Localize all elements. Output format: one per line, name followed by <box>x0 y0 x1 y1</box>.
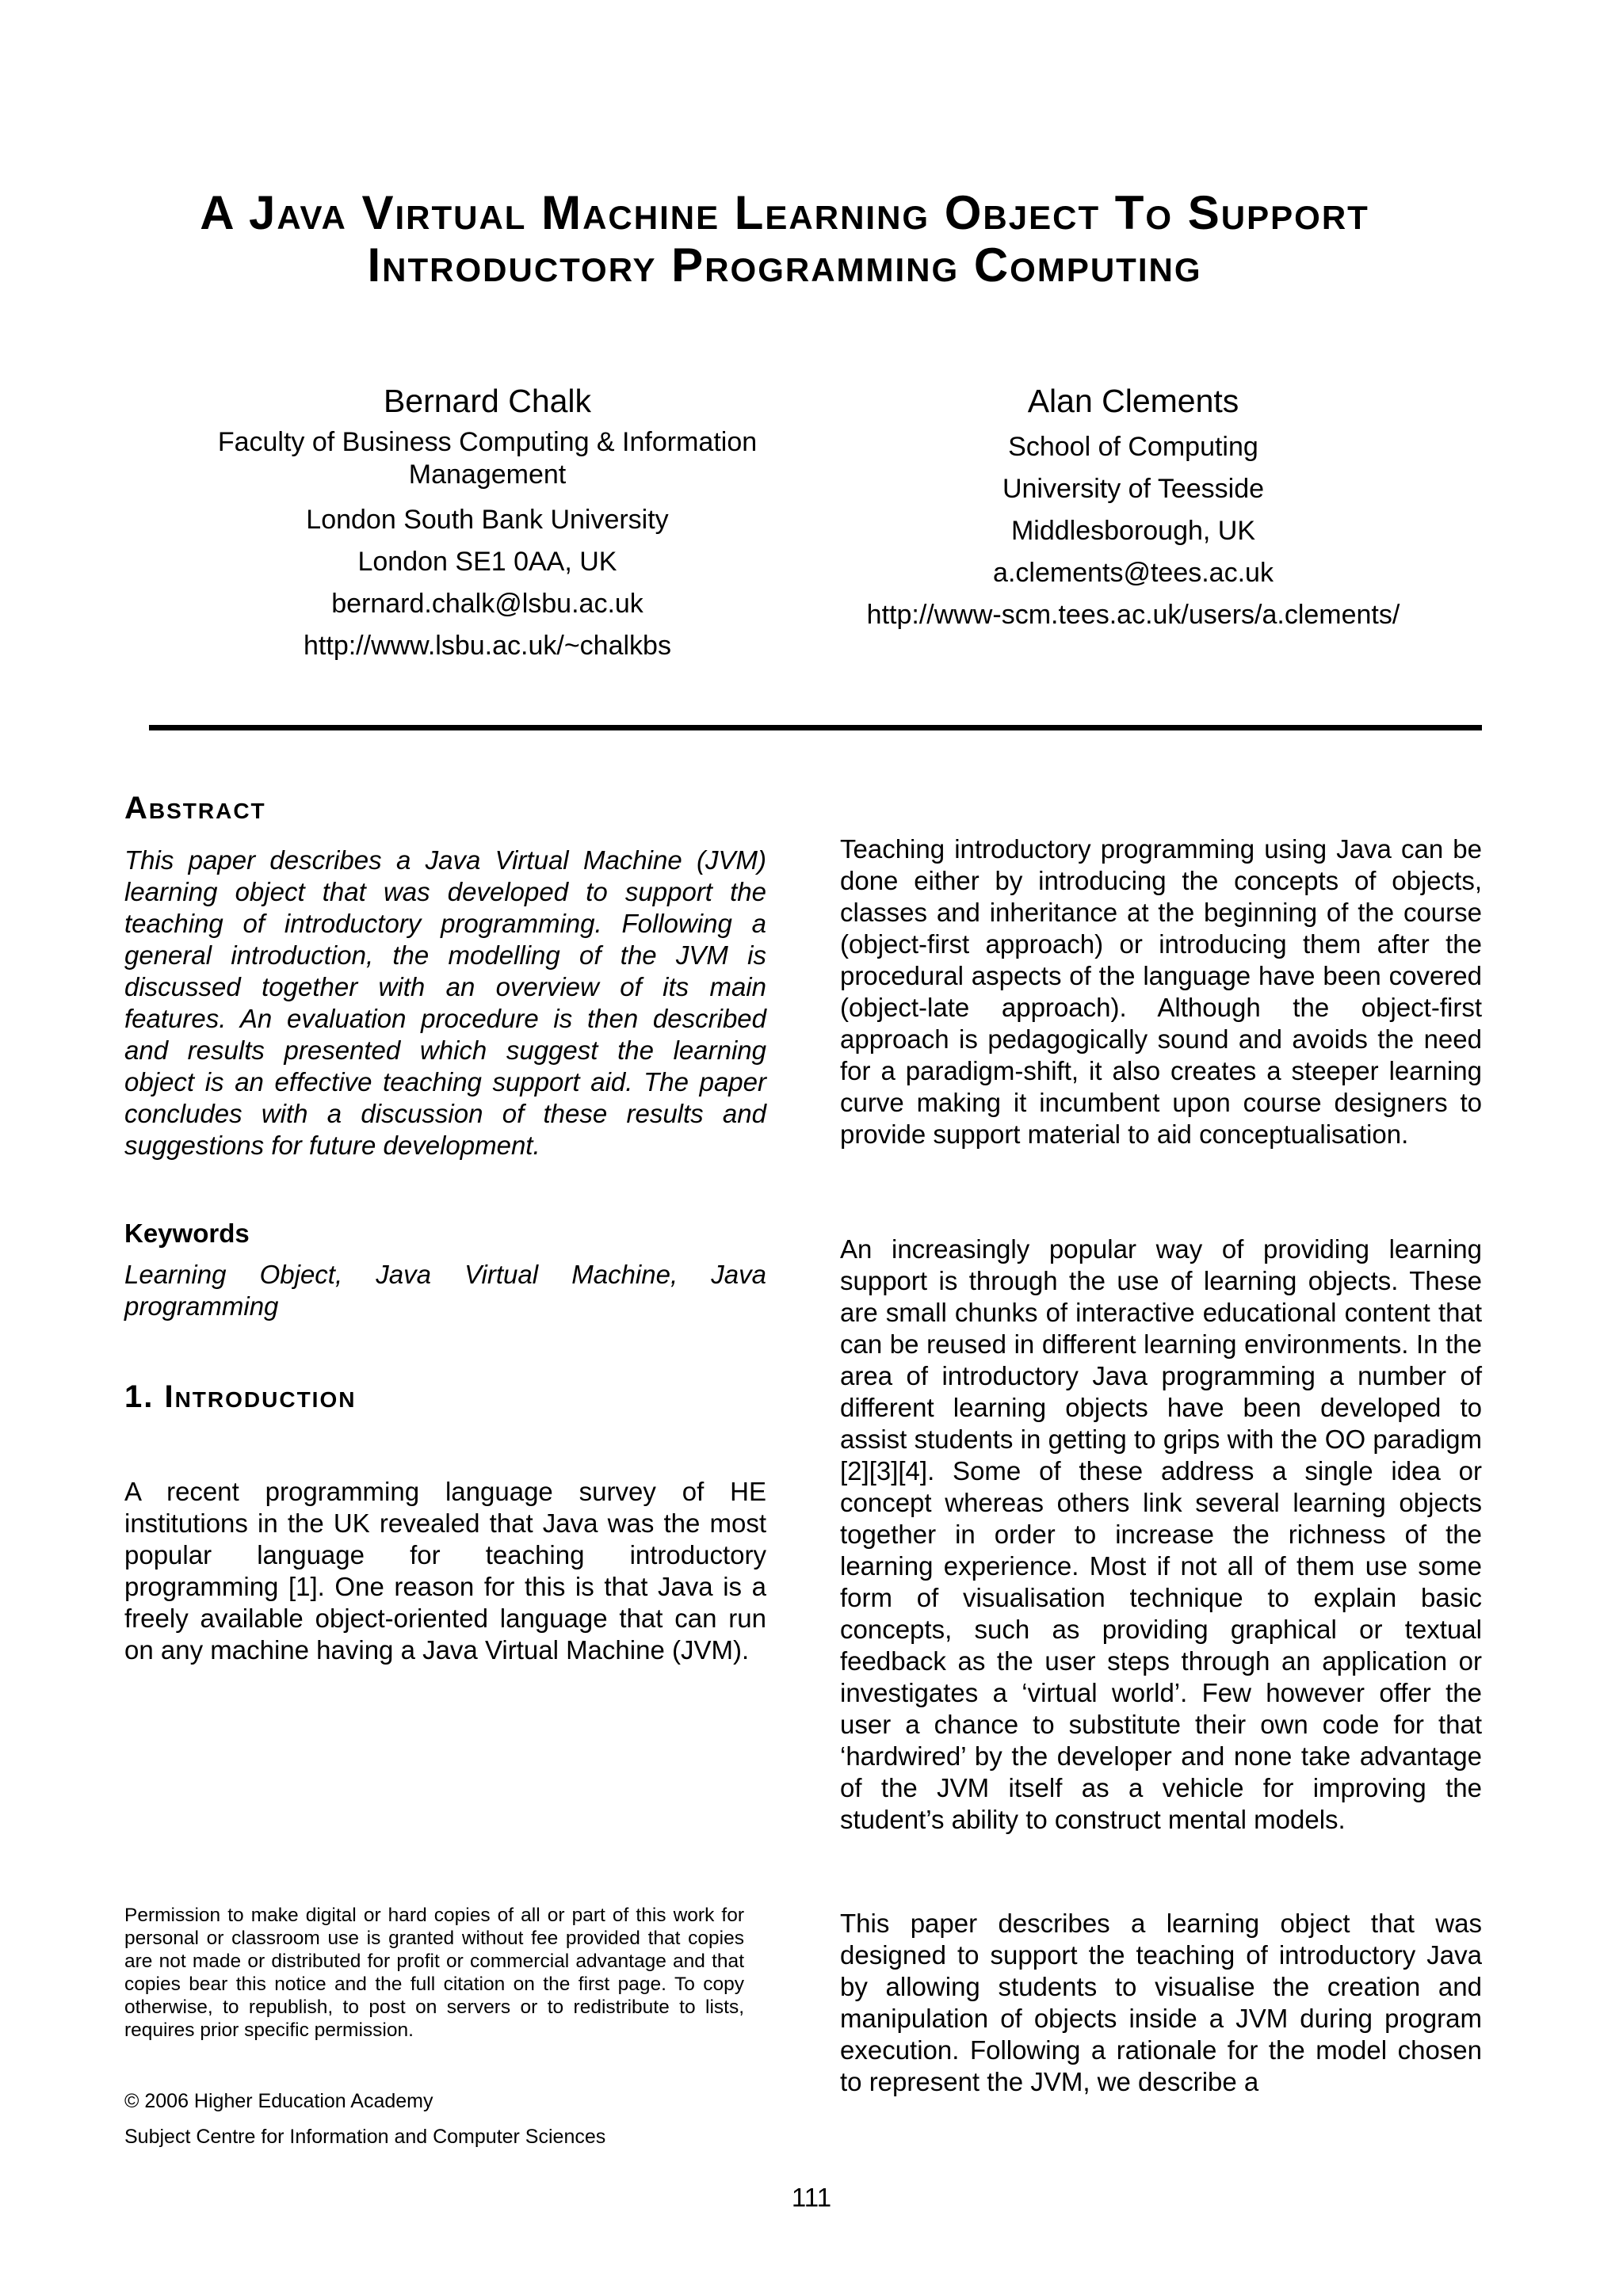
keywords-heading: Keywords <box>124 1219 250 1248</box>
author-address: London SE1 0AA, UK <box>357 547 617 577</box>
introduction-text: A recent programming language survey of HE institutions in the UK revealed that Java was the most popular language for teaching introductory programming [1]. One reason for this is that Java is a freely available object-oriented language that can run on any machine having a Java Virtual Machine (JVM). <box>124 1477 766 1665</box>
author-url: http://www.lsbu.ac.uk/~chalkbs <box>304 631 671 661</box>
title-line-1: A Java Virtual Machine Learning Object To Support <box>200 186 1369 239</box>
author-block-1 <box>198 377 777 667</box>
author-email: bernard.chalk@lsbu.ac.uk <box>331 589 643 619</box>
introduction-heading: 1. Introduction <box>124 1379 357 1414</box>
abstract-heading: Abstract <box>124 791 266 826</box>
author-url: http://www-scm.tees.ac.uk/users/a.clements/ <box>866 600 1400 630</box>
copyright-notice: © 2006 Higher Education Academy <box>124 2090 433 2112</box>
author-block-2 <box>840 377 1426 636</box>
author-name: Alan Clements <box>1027 383 1239 419</box>
body-paragraph-2: An increasingly popular way of providing learning support is through the use of learning objects. These are small chunks of interactive educational content that can be reused in different learning environments. In the area of introductory Java programming a number of different learning objects have been developed to assist students in getting to grips with the OO paradigm [2][3][4]. Some of these address a single idea or concept whereas others link several learning objects together in order to increase the richness of the learning experience. Most if not all of them use some form of visualisation technique to explain basic concepts, such as providing graphical or textual feedback as the user steps through an application or investigates a ‘virtual world’. Few however offer the user a chance to substitute their own code for that ‘hardwired’ by the developer and none take advantage of the JVM itself as a vehicle for improving the student’s ability to construct mental models. <box>840 1234 1482 1834</box>
abstract-text: This paper describes a Java Virtual Machine (JVM) learning object that was developed to support the teaching of introductory programming. Following a general introduction, the modelling of the JVM is discussed together with an overview of its main features. An evaluation procedure is then described and results presented which suggest the learning object is an effective teaching support aid. The paper concludes with a discussion of these results and suggestions for future development. <box>124 845 766 1160</box>
author-name: Bernard Chalk <box>383 383 592 419</box>
author-affiliation: School of Computing <box>1008 432 1258 462</box>
paper-title <box>119 187 1450 292</box>
keywords-text: Learning Object, Java Virtual Machine, Java programming <box>124 1260 766 1321</box>
body-paragraph-1: Teaching introductory programming using Java can be done either by introducing the concepts of objects, classes and inheritance at the beginning of the course (object-first approach) or introducing them after the procedural aspects of the language have been covered (object-late approach). Although the object-first approach is pedagogically sound and avoids the need for a paradigm-shift, it also creates a steeper learning curve making it incumbent upon course designers to provide support material to aid conceptualisation. <box>840 834 1482 1149</box>
author-institution: University of Teesside <box>1002 474 1265 504</box>
body-paragraph-3: This paper describes a learning object that was designed to support the teaching of introductory Java by allowing students to visualise the creation and manipulation of objects inside a JVM during program execution. Following a rationale for the model chosen to represent the JVM, we describe a <box>840 1909 1482 2096</box>
page-number: 111 <box>791 2183 832 2212</box>
subject-centre: Subject Centre for Information and Computer Sciences <box>124 2126 606 2148</box>
author-email: a.clements@tees.ac.uk <box>993 558 1274 588</box>
title-divider <box>149 725 1482 730</box>
title-line-2: Introductory Programming Computing <box>367 238 1202 292</box>
author-institution: London South Bank University <box>306 505 669 535</box>
permission-notice: Permission to make digital or hard copies of all or part of this work for personal or classroom use is granted without fee provided that copies are not made or distributed for profit or commercial advantage and that copies bear this notice and the full citation on the first page. To copy otherwise, to republish, to post on servers or to redistribute to lists, requires prior specific permission. <box>124 1905 744 2041</box>
author-affiliation: Faculty of Business Computing & Information Management <box>217 427 758 490</box>
author-address: Middlesborough, UK <box>1010 516 1256 546</box>
